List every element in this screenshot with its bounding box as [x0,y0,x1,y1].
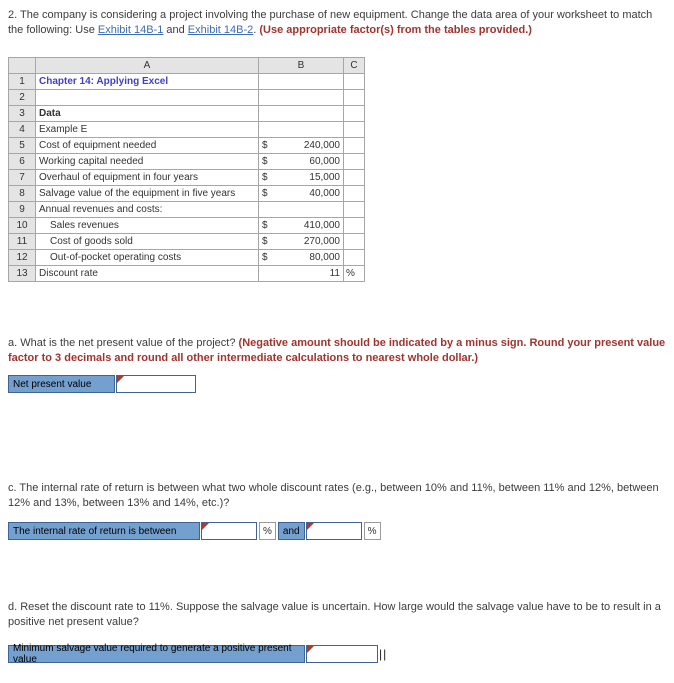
intro-before: 2. The company is considering a project involving the purchase of new equipment. Change the data area of your worksheet to match the following: Use [8,9,653,36]
text-cursor-marks: || [379,647,388,662]
cell-value [259,202,344,218]
row-number: 2 [9,90,36,106]
sheet-row [9,106,365,122]
amount-value: 60,000 [309,156,340,168]
col-header-a: A [36,58,259,74]
irr-percent2-label: % [364,522,381,540]
cell-unit [344,138,365,154]
salvage-input[interactable] [306,645,378,663]
row-number: 5 [9,138,36,154]
sheet-row [9,250,365,266]
cell-label: Chapter 14: Applying Excel [36,74,259,90]
sheet-row [9,234,365,250]
cell-unit: % [344,266,365,282]
col-header-b: B [259,58,344,74]
amount-value: 40,000 [309,188,340,200]
cell-label: Sales revenues [36,218,259,234]
unanswered-marker-icon [307,646,314,653]
npv-input[interactable] [116,375,196,393]
cell-value [259,74,344,90]
cell-value [259,90,344,106]
cell-label: Discount rate [36,266,259,282]
salvage-label: Minimum salvage value required to generate a positive present value [8,645,305,663]
cell-unit [344,202,365,218]
amount-value: 11 [329,268,340,280]
dollar-sign: $ [262,156,268,168]
amount-value: 80,000 [309,252,340,264]
worksheet-table [8,57,365,282]
cell-unit [344,234,365,250]
intro-text [8,8,666,37]
cell-label: Data [36,106,259,122]
cell-value [259,186,344,202]
cell-label: Cost of equipment needed [36,138,259,154]
dollar-sign: $ [262,252,268,264]
amount-value: 270,000 [303,236,340,248]
cell-label [36,90,259,106]
unanswered-marker-icon [307,523,314,530]
cell-value [259,170,344,186]
exhibit-14b1-link[interactable]: Exhibit 14B-1 [97,23,164,36]
irr-and-label: and [278,522,305,540]
npv-answer-row [8,375,666,393]
sheet-row [9,218,365,234]
sheet-row [9,90,365,106]
cell-value [259,122,344,138]
cell-unit [344,186,365,202]
section-d-text: d. Reset the discount rate to 11%. Suppose the salvage value is uncertain. How large would the salvage value have to be to result in a positive net present value? [8,601,661,628]
row-number: 9 [9,202,36,218]
dollar-sign: $ [262,220,268,232]
row-number: 12 [9,250,36,266]
irr-upper-input[interactable] [306,522,362,540]
row-number: 11 [9,234,36,250]
section-a-red-note: (Negative amount should be indicated by a minus sign. Round your present value factor to 3 decimals and round all other intermediate calculations to nearest whole dollar.) [8,337,666,364]
npv-input-wrap [116,375,196,393]
row-number: 13 [9,266,36,282]
salvage-input-wrap [306,645,378,663]
amount-value: 410,000 [303,220,340,232]
sheet-row [9,202,365,218]
row-number: 10 [9,218,36,234]
intro-after: . [253,23,260,36]
dollar-sign: $ [262,188,268,200]
row-number: 3 [9,106,36,122]
sheet-row [9,154,365,170]
cell-unit [344,106,365,122]
cell-value [259,154,344,170]
cell-unit [344,74,365,90]
cell-unit [344,218,365,234]
sheet-row [9,122,365,138]
irr-lower-input[interactable] [201,522,257,540]
cell-unit [344,90,365,106]
section-a-text [8,336,666,365]
cell-unit [344,170,365,186]
irr-input1-wrap [201,522,257,540]
row-number: 1 [9,74,36,90]
dollar-sign: $ [262,236,268,248]
dollar-sign: $ [262,140,268,152]
row-number: 7 [9,170,36,186]
sheet-corner-cell [9,58,36,74]
cell-value [259,106,344,122]
cell-value [259,138,344,154]
sheet-row [9,266,365,282]
intro-between: and [163,23,188,36]
cell-label: Annual revenues and costs: [36,202,259,218]
cell-value [259,250,344,266]
cell-value [259,234,344,250]
cell-label: Salvage value of the equipment in five years [36,186,259,202]
sheet-row [9,138,365,154]
intro-red-note: (Use appropriate factor(s) from the tables provided.) [259,23,532,36]
unanswered-marker-icon [202,523,209,530]
cell-label: Cost of goods sold [36,234,259,250]
cell-value [259,266,344,282]
unanswered-marker-icon [117,376,124,383]
amount-value: 240,000 [303,140,340,152]
exhibit-14b2-link[interactable]: Exhibit 14B-2 [187,23,254,36]
cell-label: Working capital needed [36,154,259,170]
row-number: 6 [9,154,36,170]
sheet-row [9,186,365,202]
irr-answer-row [8,522,666,540]
amount-value: 15,000 [309,172,340,184]
cell-unit [344,250,365,266]
section-c-text: c. The internal rate of return is between what two whole discount rates (e.g., between 10% and 11%, between 11% and 12%, between 12% and 13%, between 13% and 14%, etc.)? [8,482,659,509]
cell-label: Overhaul of equipment in four years [36,170,259,186]
npv-label: Net present value [8,375,115,393]
irr-input2-wrap [306,522,362,540]
sheet-row [9,74,365,90]
col-header-c: C [344,58,365,74]
salvage-answer-row [8,643,666,666]
cell-value [259,218,344,234]
sheet-row [9,170,365,186]
sheet-header-row [9,58,365,74]
dollar-sign: $ [262,172,268,184]
cell-unit [344,154,365,170]
section-a-question: a. What is the net present value of the project? [8,337,239,350]
cell-unit [344,122,365,138]
row-number: 4 [9,122,36,138]
row-number: 8 [9,186,36,202]
cell-label: Out-of-pocket operating costs [36,250,259,266]
irr-label: The internal rate of return is between [8,522,200,540]
cell-label: Example E [36,122,259,138]
irr-percent1-label: % [259,522,276,540]
